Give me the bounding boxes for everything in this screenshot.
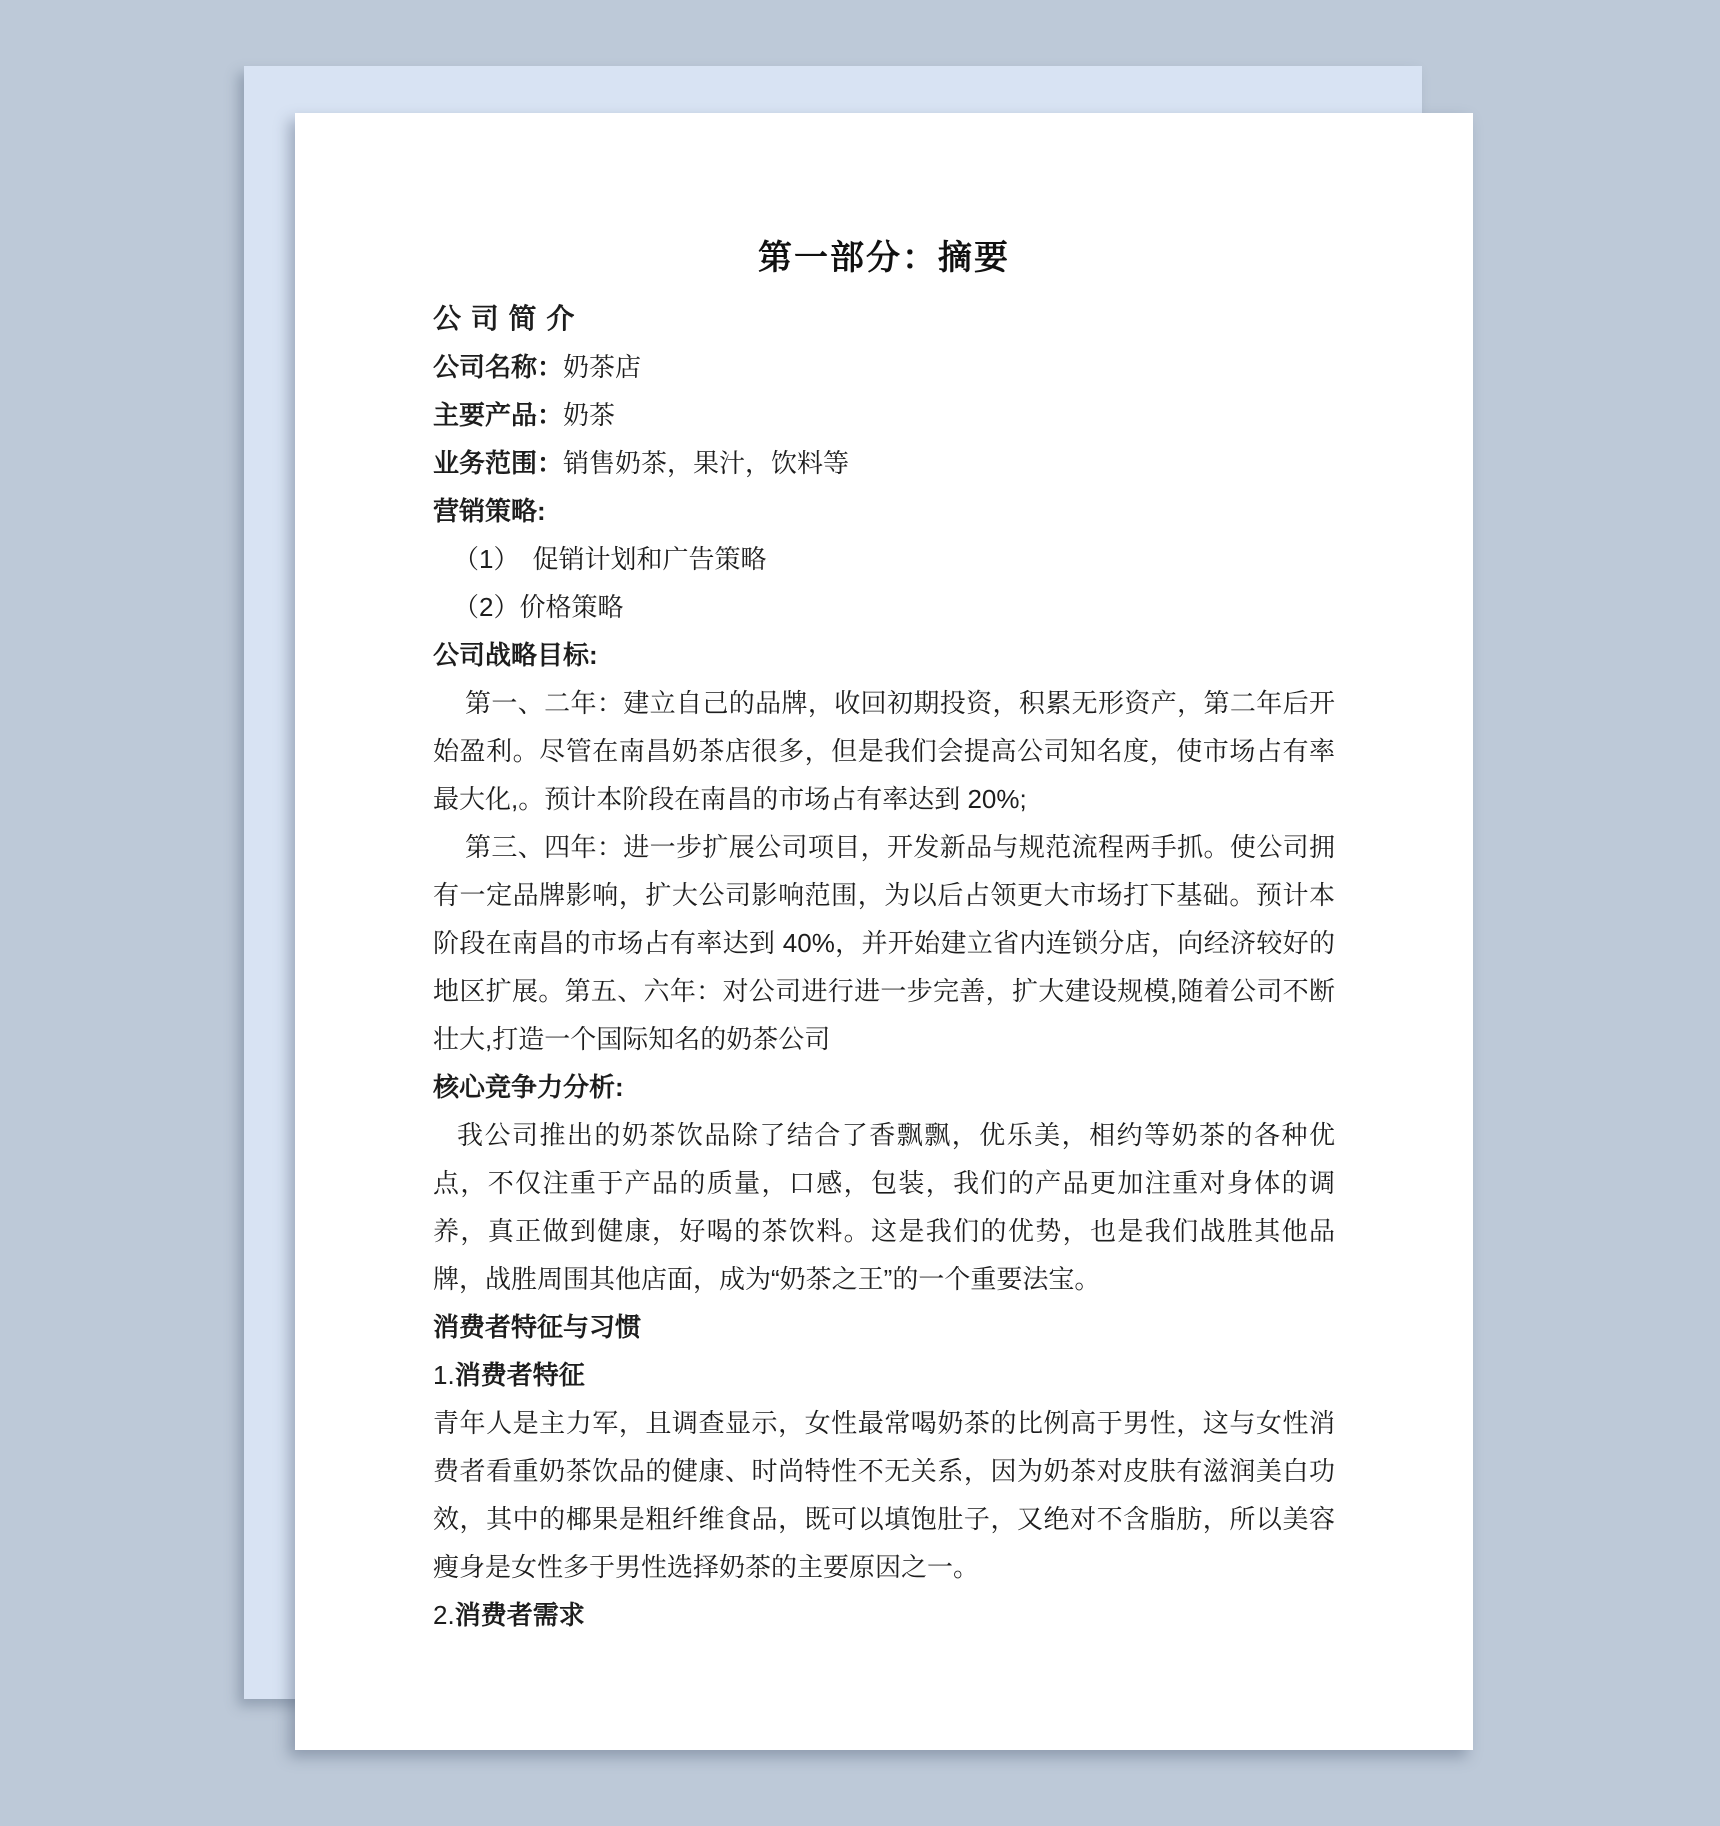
paragraph-core-competence: 我公司推出的奶茶饮品除了结合了香飘飘，优乐美，相约等奶茶的各种优点，不仅注重于产品的质量，口感，包装，我们的产品更加注重对身体的调养，真正做到健康，好喝的茶饮料。这是我们的优势，也是我们战胜其他品牌，战胜周围其他店面，成为“奶茶之王”的一个重要法宝。 — [433, 1120, 1335, 1294]
consumer-traits-subheading — [433, 1351, 1335, 1399]
strategy-goals-heading: 公司战略目标: — [433, 640, 598, 670]
field-label: 主要产品： — [433, 400, 564, 430]
paragraph-strategy-years-1-2: 第一、二年：建立自己的品牌，收回初期投资，积累无形资产，第二年后开始盈利。尽管在南昌奶茶店很多，但是我们会提高公司知名度，使市场占有率最大化,。预计本阶段在南昌的市场占有率达到 20%; — [433, 688, 1335, 814]
subheading-text: 消费者特征 — [454, 1360, 585, 1390]
consumer-needs-subheading — [433, 1591, 1335, 1639]
paragraph-strategy-years-3-6: 第三、四年：进一步扩展公司项目，开发新品与规范流程两手抓。使公司拥有一定品牌影响，扩大公司影响范围，为以后占领更大市场打下基础。预计本阶段在南昌的市场占有率达到 40%，并开始建立省内连锁分店，向经济较好的地区扩展。第五、六年：对公司进行进一步完善，扩大建设规模,随着公司不断壮大,打造一个国际知名的奶茶公司 — [433, 832, 1335, 1054]
field-label: 公司名称： — [433, 352, 564, 382]
field-business-scope — [433, 439, 1335, 487]
document-content — [433, 233, 1335, 1639]
document-page — [295, 113, 1473, 1750]
field-label: 业务范围： — [433, 448, 564, 478]
marketing-item-2: （2）价格策略 — [453, 592, 624, 622]
document-title: 第一部分：摘要 — [758, 239, 1010, 277]
company-intro-heading: 公 司 简 介 — [433, 303, 576, 334]
subheading-number: 2. — [433, 1600, 455, 1630]
core-competence-heading: 核心竞争力分析: — [433, 1072, 624, 1102]
consumer-habits-heading: 消费者特征与习惯 — [433, 1312, 642, 1342]
field-value: 销售奶茶，果汁，饮料等 — [563, 448, 850, 478]
subheading-number: 1. — [433, 1360, 455, 1390]
marketing-item-1: （1） 促销计划和广告策略 — [453, 544, 767, 574]
field-main-product — [433, 391, 1335, 439]
subheading-text: 消费者需求 — [454, 1600, 585, 1630]
field-company-name — [433, 343, 1335, 391]
paragraph-consumer-traits: 青年人是主力军，且调查显示，女性最常喝奶茶的比例高于男性，这与女性消费者看重奶茶饮品的健康、时尚特性不无关系，因为奶茶对皮肤有滋润美白功效，其中的椰果是粗纤维食品，既可以填饱肚子，又绝对不含脂肪，所以美容瘦身是女性多于男性选择奶茶的主要原因之一。 — [433, 1408, 1335, 1582]
field-value: 奶茶店 — [563, 352, 642, 382]
field-value: 奶茶 — [563, 400, 616, 430]
marketing-strategy-heading: 营销策略: — [433, 496, 546, 526]
